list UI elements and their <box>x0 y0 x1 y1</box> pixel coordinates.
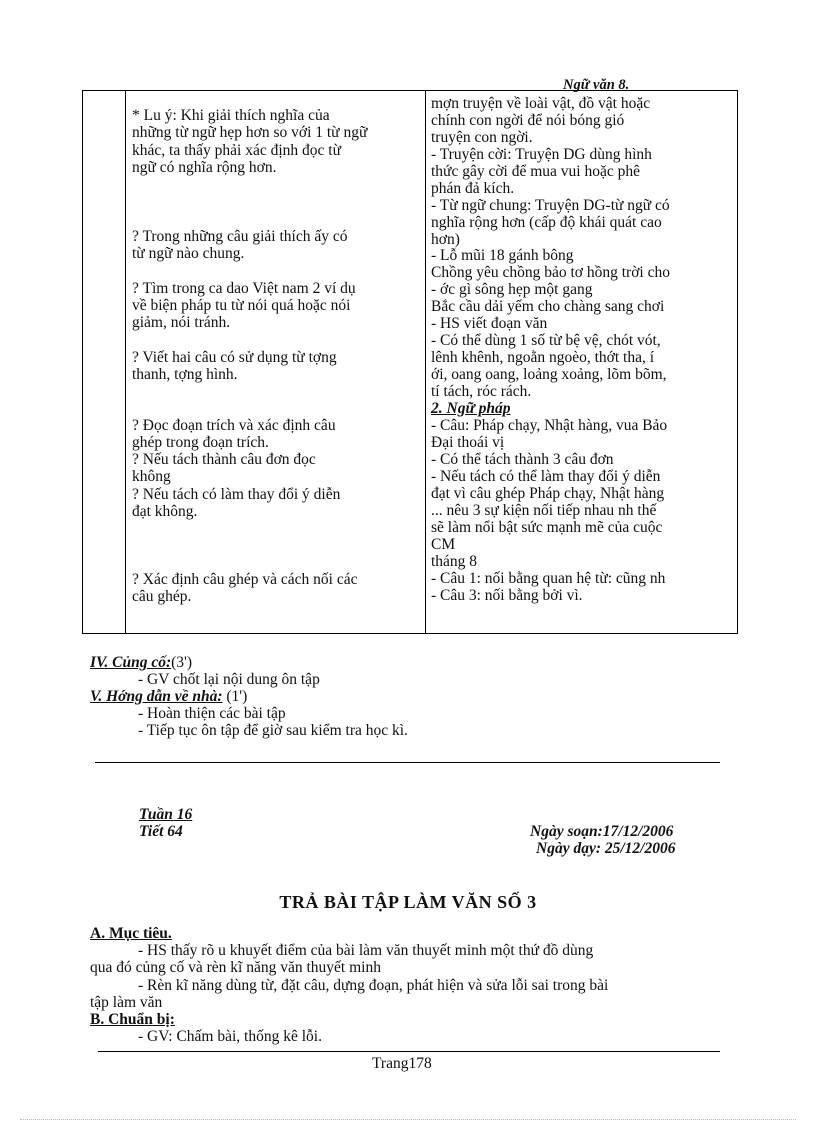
section-a-heading: A. Mục tiêu. <box>90 925 172 942</box>
section-4-heading <box>90 654 192 671</box>
section-5-heading <box>90 688 247 705</box>
table-divider-2 <box>425 91 426 633</box>
table-line: ? Viết hai câu có sử dụng từ tợng <box>132 349 337 366</box>
footer-line <box>98 1051 720 1052</box>
page-number: Trang178 <box>372 1055 432 1072</box>
table-line: nghĩa rộng hơn (cấp độ khái quát cao <box>431 214 662 231</box>
table-line: ngữ có nghĩa rộng hơn. <box>132 159 277 176</box>
table-line: không <box>132 468 171 485</box>
section-5-item-1: - Hoàn thiện các bài tập <box>138 705 286 722</box>
table-line: - Có thể tách thành 3 câu đơn <box>431 451 614 468</box>
table-line: phán đả kích. <box>431 180 515 197</box>
table-line: khác, ta thấy phải xác định đọc từ <box>132 142 341 159</box>
table-line: - ớc gì sông hẹp một gang <box>431 281 593 298</box>
table-line: Chồng yêu chồng bảo tơ hồng trời cho <box>431 264 670 281</box>
table-line: lênh khênh, ngoằn ngoèo, thớt tha, í <box>431 349 655 366</box>
section-b-item: - GV: Chấm bài, thống kê lỗi. <box>138 1028 322 1045</box>
table-line: truyện con ngời. <box>431 129 533 146</box>
week-label: Tuần 16 <box>139 806 193 823</box>
table-line: hơn) <box>431 231 460 248</box>
table-line: ? Nếu tách thành câu đơn đọc <box>132 451 316 468</box>
table-line: mợn truyện về loài vật, đồ vật hoặc <box>431 95 651 112</box>
section-4-item: - GV chốt lại nội dung ôn tập <box>138 671 320 688</box>
section-a-line-4: tập làm văn <box>90 994 163 1011</box>
table-line: về biện pháp tu từ nói quá hoặc nói <box>132 297 351 314</box>
table-line: đạt không. <box>132 503 198 520</box>
table-line: câu ghép. <box>132 588 192 605</box>
table-line: ? Nếu tách có làm thay đổi ý diễn <box>132 486 341 503</box>
table-line: CM <box>431 536 456 553</box>
table-line: những từ ngữ hẹp hơn so với 1 từ ngữ <box>132 124 368 141</box>
section-4-time: (3') <box>171 654 192 671</box>
table-line: - Câu 1: nối bằng quan hệ từ: cũng nh <box>431 570 666 587</box>
table-line: - Nếu tách có thể làm thay đổi ý diễn <box>431 468 661 485</box>
table-line: - Lỗ mũi 18 gánh bông <box>431 247 574 264</box>
table-line: giảm, nói tránh. <box>132 314 231 331</box>
table-line: - Có thể dùng 1 số từ bệ vệ, chót vót, <box>431 332 661 349</box>
separator-line <box>95 762 720 763</box>
table-line: Bắc cầu dải yếm cho chàng sang chơi <box>431 298 665 315</box>
table-line: ới, oang oang, loảng xoảng, lõm bõm, <box>431 366 667 383</box>
table-line: ... nêu 3 sự kiện nối tiếp nhau nh thế <box>431 502 657 519</box>
table-divider-1 <box>125 91 126 633</box>
table-line: đạt vì câu ghép Pháp chạy, Nhật hàng <box>431 485 665 502</box>
subject-header: Ngữ văn 8. <box>563 77 630 93</box>
section-a-line-1: - HS thấy rõ u khuyết điểm của bài làm văn thuyết minh một thứ đồ dùng <box>138 942 594 959</box>
section-5-time: (1') <box>222 688 248 705</box>
table-line: sẽ làm nổi bật sức mạnh mẽ của cuộc <box>431 519 663 536</box>
table-line: thức gây cời để mua vui hoặc phê <box>431 163 640 180</box>
table-line: - Từ ngữ chung: Truyện DG-từ ngữ có <box>431 197 670 214</box>
table-line: ? Xác định câu ghép và cách nối các <box>132 571 358 588</box>
table-line: ghép trong đoạn trích. <box>132 434 269 451</box>
page-edge-dots <box>20 1119 796 1120</box>
lesson-table <box>82 90 738 634</box>
table-line: 2. Ngữ pháp <box>431 400 511 417</box>
table-line: * Lu ý: Khi giải thích nghĩa của <box>132 107 330 124</box>
table-line: tháng 8 <box>431 553 478 570</box>
period-label: Tiết 64 <box>139 823 183 840</box>
section-b-heading: B. Chuẩn bị: <box>90 1011 175 1028</box>
section-a-line-3: - Rèn kĩ năng dùng từ, đặt câu, dựng đoạn, phát hiện và sửa lỗi sai trong bài <box>138 977 609 994</box>
table-line: ? Trong những câu giải thích ấy có <box>132 228 348 245</box>
section-a-line-2: qua đó củng cố và rèn kĩ năng văn thuyết minh <box>90 959 381 976</box>
table-line: - Câu 3: nối bằng bởi vì. <box>431 587 583 604</box>
table-line: ? Tìm trong ca dao Việt nam 2 ví dụ <box>132 280 356 297</box>
table-line: ? Đọc đoạn trích và xác định câu <box>132 417 336 434</box>
teach-date: Ngày dạy: 25/12/2006 <box>536 840 676 857</box>
table-line: từ ngữ nào chung. <box>132 245 245 262</box>
table-line: Đại thoái vị <box>431 434 505 451</box>
prep-date: Ngày soạn:17/12/2006 <box>530 823 674 840</box>
table-line: tí tách, róc rách. <box>431 383 532 400</box>
section-5-label: V. Hớng dẫn về nhà: <box>90 688 223 705</box>
table-line: - HS viết đoạn văn <box>431 315 548 332</box>
section-5-item-2: - Tiếp tục ôn tập để giờ sau kiểm tra học kì. <box>138 722 408 739</box>
table-line: - Câu: Pháp chạy, Nhật hàng, vua Bảo <box>431 417 668 434</box>
table-line: thanh, tợng hình. <box>132 366 238 383</box>
table-line: chính con ngời để nói bóng gió <box>431 112 625 129</box>
lesson-title: TRẢ BÀI TẬP LÀM VĂN SỐ 3 <box>279 892 537 912</box>
table-line: - Truyện cời: Truyện DG dùng hình <box>431 146 652 163</box>
section-4-label: IV. Củng cố: <box>90 654 172 671</box>
